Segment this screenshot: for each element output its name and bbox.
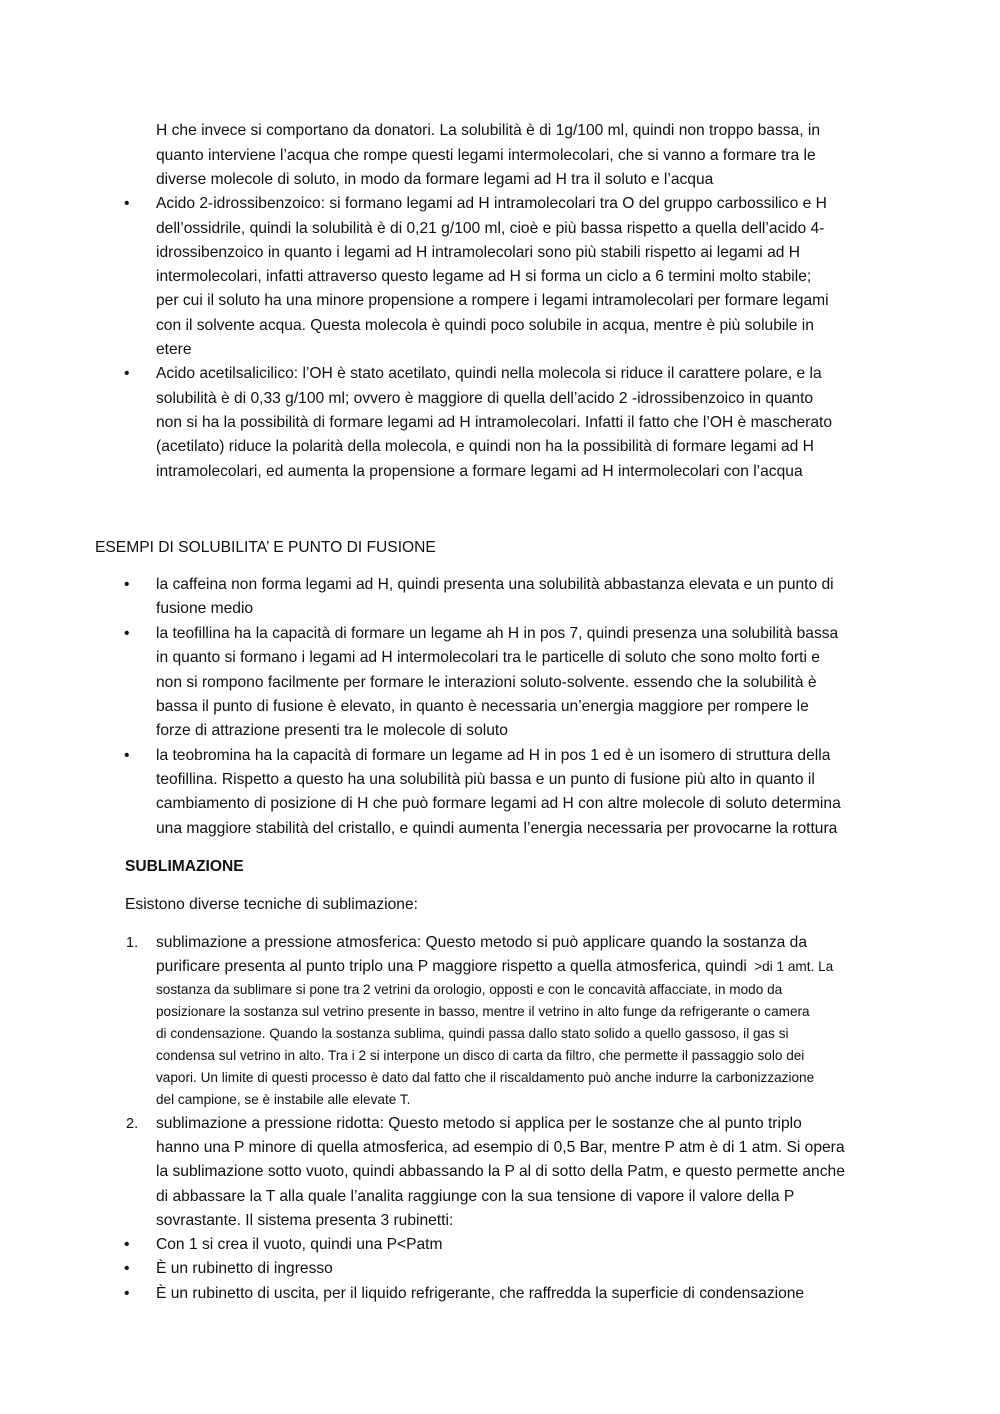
text-line: la sublimazione sotto vuoto, quindi abbassando la P al di sotto della Patm, e questo permette anche — [156, 1163, 845, 1180]
text-line: una maggiore stabilità del cristallo, e quindi aumenta l’energia necessaria per provocarne la rottura — [156, 820, 838, 837]
text-line: È un rubinetto di uscita, per il liquido refrigerante, che raffredda la superficie di condensazione — [156, 1285, 805, 1302]
text-line: etere — [156, 341, 192, 358]
text-line: fusione medio — [156, 600, 254, 617]
text-line: la caffeina non forma legami ad H, quindi presenta una solubilità abbastanza elevata e un punto di — [156, 576, 834, 593]
text-line: Esistono diverse tecniche di sublimazione: — [125, 896, 418, 913]
text-line: teofillina. Rispetto a questo ha una solubilità più bassa e un punto di fusione più alto in quanto il — [156, 771, 815, 788]
text-line: per cui il soluto ha una minore propensione a rompere i legami intramolecolari per formare legami — [156, 292, 829, 309]
text-line: condensa sul vetrino in alto. Tra i 2 si interpone un disco di carta da filtro, che permette il passaggio solo dei — [156, 1048, 805, 1063]
text-line: forze di attrazione presenti tra le molecole di soluto — [156, 722, 508, 739]
text-line: la teofillina ha la capacità di formare un legame ah H in pos 7, quindi presenza una solubilità bassa — [156, 625, 839, 642]
text-line: intermolecolari, infatti attraverso questo legame ad H si forma un ciclo a 6 termini molto stabile; — [156, 268, 812, 285]
text-line: solubilità è di 0,33 g/100 ml; ovvero è maggiore di quella dell’acido 2 -idrossibenzoico in quanto — [156, 390, 814, 407]
bullet-marker: • — [124, 1285, 130, 1302]
text-line: H che invece si comportano da donatori. La solubilità è di 1g/100 ml, quindi non troppo bassa, in — [156, 122, 821, 139]
bullet-marker: • — [124, 365, 130, 382]
text-line: sublimazione a pressione atmosferica: Questo metodo si può applicare quando la sostanza da — [156, 934, 807, 951]
text-line: idrossibenzoico in quanto i legami ad H intramolecolari sono più stabili rispetto ai legami ad H — [156, 244, 801, 261]
text-line: di condensazione. Quando la sostanza sublima, quindi passa dallo stato solido a quello gassoso, il gas si — [156, 1026, 789, 1041]
section-heading: SUBLIMAZIONE — [125, 858, 244, 875]
bullet-marker: • — [124, 576, 130, 593]
text-line: intramolecolari, ed aumenta la propensione a formare legami ad H intermolecolari con l’acqua — [156, 463, 803, 480]
text-line: la teobromina ha la capacità di formare un legame ad H in pos 1 ed è un isomero di struttura della — [156, 747, 831, 764]
text-line: dell’ossidrile, quindi la solubilità è di 0,21 g/100 ml, cioè e più bassa rispetto a quella dell’acido 4- — [156, 220, 825, 237]
text-line: sovrastante. Il sistema presenta 3 rubinetti: — [156, 1212, 454, 1229]
text-line: cambiamento di posizione di H che può formare legami ad H con altre molecole di soluto determina — [156, 795, 841, 812]
text-line: quanto interviene l’acqua che rompe questi legami intermolecolari, che si vanno a formare tra le — [156, 147, 816, 164]
bullet-marker: • — [124, 747, 130, 764]
text-line: Acido acetilsalicilico: l’OH è stato acetilato, quindi nella molecola si riduce il carattere polare, e la — [156, 365, 822, 382]
text-line: in quanto si formano i legami ad H intermolecolari tra le particelle di soluto che sono molto forti e — [156, 649, 820, 666]
text-line: È un rubinetto di ingresso — [156, 1260, 333, 1277]
text-line: vapori. Un limite di questi processo è dato dal fatto che il riscaldamento può anche indurre la carbonizzazione — [156, 1070, 815, 1085]
section-heading: ESEMPI DI SOLUBILITA’ E PUNTO DI FUSIONE — [95, 539, 436, 556]
text-line: (acetilato) riduce la polarità della molecola, e quindi non ha la possibilità di formare legami ad H — [156, 438, 814, 455]
text-line: Con 1 si crea il vuoto, quindi una P<Patm — [156, 1236, 443, 1253]
list-number: 1. — [126, 935, 139, 951]
text-line: di abbassare la T alla quale l’analita raggiunge con la sua tensione di vapore il valore della P — [156, 1188, 795, 1205]
text-line: non si rompono facilmente per formare le interazioni soluto-solvente. essendo che la solubilità è — [156, 674, 817, 691]
text-line: sostanza da sublimare si pone tra 2 vetrini da orologio, opposti e con le concavità affacciate, in modo da — [156, 982, 783, 997]
text-line: Acido 2-idrossibenzoico: si formano legami ad H intramolecolari tra O del gruppo carbossilico e H — [156, 195, 827, 212]
text-line: sublimazione a pressione ridotta: Questo metodo si applica per le sostanze che al punto triplo — [156, 1115, 802, 1132]
text-run: >di 1 amt. La — [754, 959, 834, 974]
bullet-marker: • — [124, 1236, 130, 1253]
text-line: bassa il punto di fusione è elevato, in quanto è necessaria un’energia maggiore per rompere le — [156, 698, 809, 715]
text-line: diverse molecole di soluto, in modo da formare legami ad H tra il soluto e l’acqua — [156, 171, 714, 188]
text-line — [156, 955, 833, 979]
text-line: del campione, se è instabile alle elevate T. — [156, 1092, 411, 1107]
bullet-marker: • — [124, 195, 130, 212]
list-number: 2. — [126, 1116, 139, 1132]
text-line: posizionare la sostanza sul vetrino presente in basso, mentre il vetrino in alto funge da refrigerante o camera — [156, 1004, 810, 1019]
text-line: con il solvente acqua. Questa molecola è quindi poco solubile in acqua, mentre è più solubile in — [156, 317, 814, 334]
text-line: hanno una P minore di quella atmosferica, ad esempio di 0,5 Bar, mentre P atm è di 1 atm. Si opera — [156, 1139, 845, 1156]
bullet-marker: • — [124, 1260, 130, 1277]
text-line: non si ha la possibilità di formare legami ad H intramolecolari. Infatti il fatto che l’OH è mascherato — [156, 414, 833, 431]
bullet-marker: • — [124, 625, 130, 642]
text-run: purificare presenta al punto triplo una P maggiore rispetto a quella atmosferica, quindi — [156, 958, 747, 975]
